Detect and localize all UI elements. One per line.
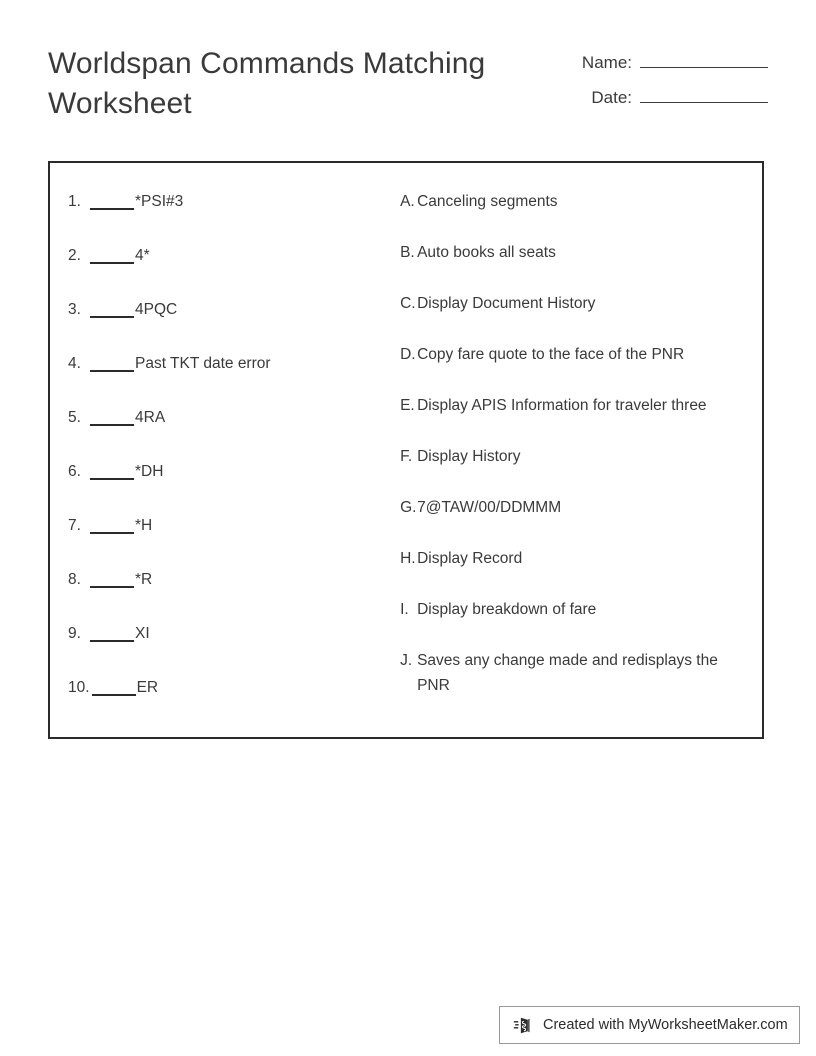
answer-letter: G. (400, 499, 417, 516)
question-number: 6. (68, 463, 81, 480)
answer-text: 7@TAW/00/DDMMM (417, 499, 562, 516)
answer-blank[interactable] (90, 513, 134, 534)
matching-columns (50, 163, 762, 737)
answer-blank[interactable] (90, 567, 134, 588)
question-text: *DH (135, 463, 164, 480)
question-number: 1. (68, 193, 81, 210)
answer-text: Copy fare quote to the face of the PNR (417, 346, 685, 363)
question-item (68, 351, 396, 376)
answer-text: Display Document History (417, 295, 596, 312)
answer-item (400, 597, 762, 622)
answer-item (400, 240, 762, 265)
question-item (68, 675, 396, 700)
answer-item (400, 291, 762, 316)
answer-item (400, 648, 762, 698)
answer-item (400, 393, 762, 418)
answer-blank[interactable] (90, 297, 134, 318)
answer-text: Display Record (417, 550, 523, 567)
answer-item (400, 495, 762, 520)
answer-letter: C. (400, 295, 416, 312)
answer-item (400, 189, 762, 214)
answer-letter: B. (400, 244, 415, 261)
question-item (68, 243, 396, 268)
answers-column (396, 189, 762, 737)
answer-text: Display History (417, 448, 521, 465)
question-number: 8. (68, 571, 81, 588)
question-text: 4RA (135, 409, 166, 426)
name-date-fields (582, 50, 768, 108)
question-text: *R (135, 571, 153, 588)
question-number: 9. (68, 625, 81, 642)
answer-text: Auto books all seats (417, 244, 556, 261)
question-number: 7. (68, 517, 81, 534)
answer-blank[interactable] (90, 621, 134, 642)
question-item (68, 459, 396, 484)
question-number: 2. (68, 247, 81, 264)
name-field-row (582, 50, 768, 73)
answer-blank[interactable] (90, 405, 134, 426)
answer-blank[interactable] (90, 243, 134, 264)
matching-exercise-box (48, 161, 764, 739)
answer-item (400, 342, 762, 367)
answer-letter: D. (400, 346, 416, 363)
answer-text: Saves any change made and redisplays the PNR (417, 652, 718, 694)
answer-item (400, 444, 762, 469)
answer-text: Display APIS Information for traveler three (417, 397, 707, 414)
answer-letter: E. (400, 397, 415, 414)
question-item (68, 621, 396, 646)
date-label: Date: (591, 88, 632, 107)
question-item (68, 405, 396, 430)
question-number: 5. (68, 409, 81, 426)
question-text: 4PQC (135, 301, 178, 318)
answer-item (400, 546, 762, 571)
question-item (68, 189, 396, 214)
answer-letter: F. (400, 448, 413, 465)
page-title: Worldspan Commands Matching Worksheet (48, 47, 486, 120)
badge-label: Created with MyWorksheetMaker.com (543, 1017, 788, 1033)
name-label: Name: (581, 53, 632, 72)
answer-blank[interactable] (90, 189, 134, 210)
question-item (68, 297, 396, 322)
answer-blank[interactable] (90, 459, 134, 480)
question-number: 4. (68, 355, 81, 372)
answer-letter: I. (400, 601, 409, 618)
date-input[interactable] (640, 85, 768, 103)
question-text: XI (135, 625, 150, 642)
answer-text: Display breakdown of fare (417, 601, 597, 618)
answer-letter: H. (400, 550, 416, 567)
date-field-row (591, 85, 768, 108)
question-text: *PSI#3 (135, 193, 184, 210)
question-text: 4* (135, 247, 150, 264)
worksheet-maker-logo-icon (513, 1015, 534, 1036)
answer-letter: J. (400, 652, 413, 669)
created-with-badge[interactable] (499, 1006, 800, 1044)
question-number: 3. (68, 301, 81, 318)
answer-blank[interactable] (90, 351, 134, 372)
answer-letter: A. (400, 193, 415, 210)
answer-text: Canceling segments (417, 193, 558, 210)
question-text: Past TKT date error (135, 355, 271, 372)
worksheet-header (48, 44, 768, 124)
question-text: ER (136, 679, 159, 696)
name-input[interactable] (640, 50, 768, 68)
question-number: 10. (68, 679, 90, 696)
question-text: *H (135, 517, 153, 534)
questions-column (50, 189, 396, 737)
answer-blank[interactable] (92, 675, 136, 696)
question-item (68, 513, 396, 538)
question-item (68, 567, 396, 592)
